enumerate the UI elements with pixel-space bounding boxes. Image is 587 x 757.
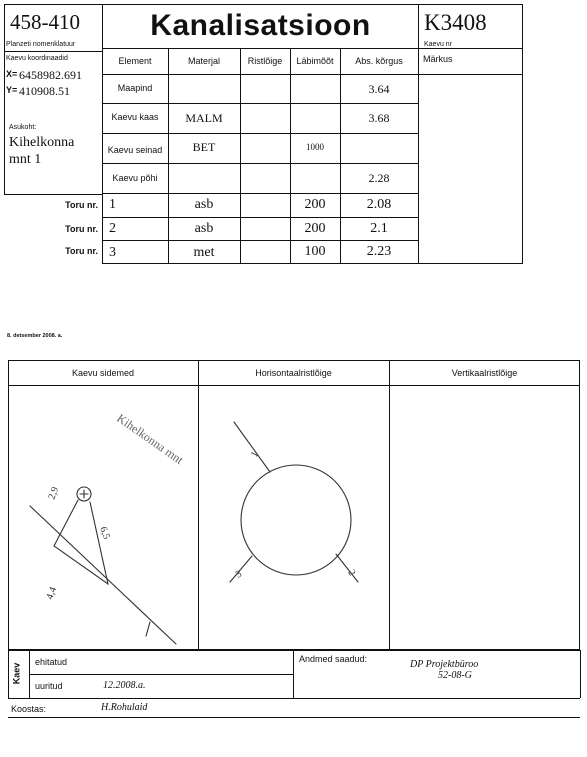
pipe-line-1 (234, 422, 270, 472)
surveyed-label: uuritud (35, 681, 63, 691)
pipe-abs-height-cell: 2.08 (366, 197, 392, 212)
pipe-label-1: 1 (249, 449, 262, 460)
element-cell: Kaevu põhi (112, 173, 158, 183)
rule (580, 650, 581, 698)
pipe-label: Toru nr. (65, 200, 98, 210)
pipe-abs-height-cell: 2.1 (370, 221, 388, 236)
street-label: Kihelkonna mnt (114, 410, 186, 467)
kaev-vertical-label: Kaev (11, 662, 22, 685)
nomenclature-label: Planzeti nomenklatuur (6, 41, 76, 48)
sketch-title-connections: Kaevu sidemed (71, 368, 135, 378)
horizontal-section-sketch (198, 386, 389, 649)
well-number-label: Kaevu nr (424, 41, 453, 48)
distance-label-29: 2,9 (46, 485, 62, 502)
abs-height-cell: 3.64 (368, 82, 390, 96)
pipe-number-cell: 2 (109, 221, 116, 236)
material-cell: MALM (185, 111, 223, 125)
rule (293, 650, 294, 698)
rule (102, 133, 418, 134)
column-header-remarks: Märkus (423, 54, 453, 64)
element-cell: Maapind (117, 83, 153, 93)
y-coordinate-label: Y= (6, 85, 18, 95)
abs-height-cell: 2.28 (368, 171, 390, 185)
tick-mark (146, 622, 150, 636)
rule (102, 4, 103, 264)
rule (29, 674, 293, 675)
abs-height-cell: 3.68 (368, 111, 390, 125)
rule (8, 717, 580, 718)
x-coordinate-label: X= (6, 69, 18, 79)
sketch-title-horizontal: Horisontaalristlõige (255, 368, 332, 378)
rule (8, 698, 580, 699)
compiled-value: H.Rohulaid (101, 702, 148, 713)
coordinates-label: Kaevu koordinaadid (6, 55, 68, 62)
pipe-diameter-cell: 100 (304, 244, 326, 259)
rule (522, 4, 523, 264)
rule (4, 4, 522, 5)
rule (102, 217, 418, 218)
pipe-diameter-cell: 200 (304, 221, 326, 236)
rule (418, 4, 419, 264)
data-from-line-1: DP Projektbüroo (410, 659, 479, 670)
rule (4, 4, 5, 194)
rule (4, 51, 102, 52)
y-coordinate-value: 410908.51 (19, 84, 70, 98)
x-coordinate-value: 6458982.691 (19, 68, 82, 82)
element-cell: Kaevu kaas (111, 112, 159, 122)
column-header-section: Ristlõige (247, 56, 283, 66)
rule (102, 240, 418, 241)
built-label: ehitatud (35, 657, 68, 667)
connections-sketch (8, 386, 198, 649)
rule (8, 650, 9, 698)
data-from-line-2: 52-08-G (438, 670, 472, 681)
element-cell: Kaevu seinad (107, 145, 163, 155)
well-outline (241, 465, 351, 575)
pipe-material-cell: asb (194, 197, 214, 212)
pipe-number-cell: 1 (109, 197, 116, 212)
surveyed-value: 12.2008.a. (103, 680, 146, 691)
rule (8, 650, 580, 651)
pipe-label: Toru nr. (65, 224, 98, 234)
rule (240, 48, 241, 264)
pipe-material-cell: met (193, 245, 215, 260)
rule (103, 48, 522, 49)
pipe-number-cell: 3 (109, 245, 116, 260)
column-header-element: Element (118, 56, 152, 66)
rule (389, 360, 390, 650)
pipe-abs-height-cell: 2.23 (366, 244, 392, 259)
rule (102, 103, 418, 104)
location-line-2: mnt 1 (9, 152, 42, 167)
location-line-1: Kihelkonna (9, 135, 75, 150)
column-header-material: Materjal (187, 56, 220, 66)
diameter-cell: 1000 (306, 142, 324, 152)
material-cell: BET (192, 140, 216, 154)
pipe-label-2: 2 (345, 568, 358, 578)
pipe-material-cell: asb (194, 221, 214, 236)
pipe-label: Toru nr. (65, 246, 98, 256)
column-header-abs-height: Abs. kõrgus (355, 56, 403, 66)
compiled-label: Koostas: (11, 704, 47, 714)
nomenclature-value: 458-410 (10, 10, 80, 34)
data-from-label: Andmed saadud: (299, 654, 368, 664)
distance-label-44: 4,4 (44, 585, 60, 602)
date-line: 8. detsember 2008. a. (7, 333, 63, 339)
pipe-label-3: 3 (234, 568, 244, 581)
pipe-diameter-cell: 200 (304, 197, 326, 212)
page-title: Kanalisatsioon (150, 9, 371, 42)
well-number-value: K3408 (424, 10, 487, 35)
rule (102, 193, 418, 194)
location-label: Asukoht: (9, 124, 37, 131)
rule (418, 74, 522, 75)
rule (102, 163, 418, 164)
rule (102, 263, 522, 264)
rule (102, 74, 418, 75)
rule (4, 194, 102, 195)
distance-label-65: 6,5 (97, 525, 112, 541)
column-header-diameter: Läbimõõt (296, 56, 334, 66)
sketch-title-vertical: Vertikaalristlõige (451, 368, 518, 378)
